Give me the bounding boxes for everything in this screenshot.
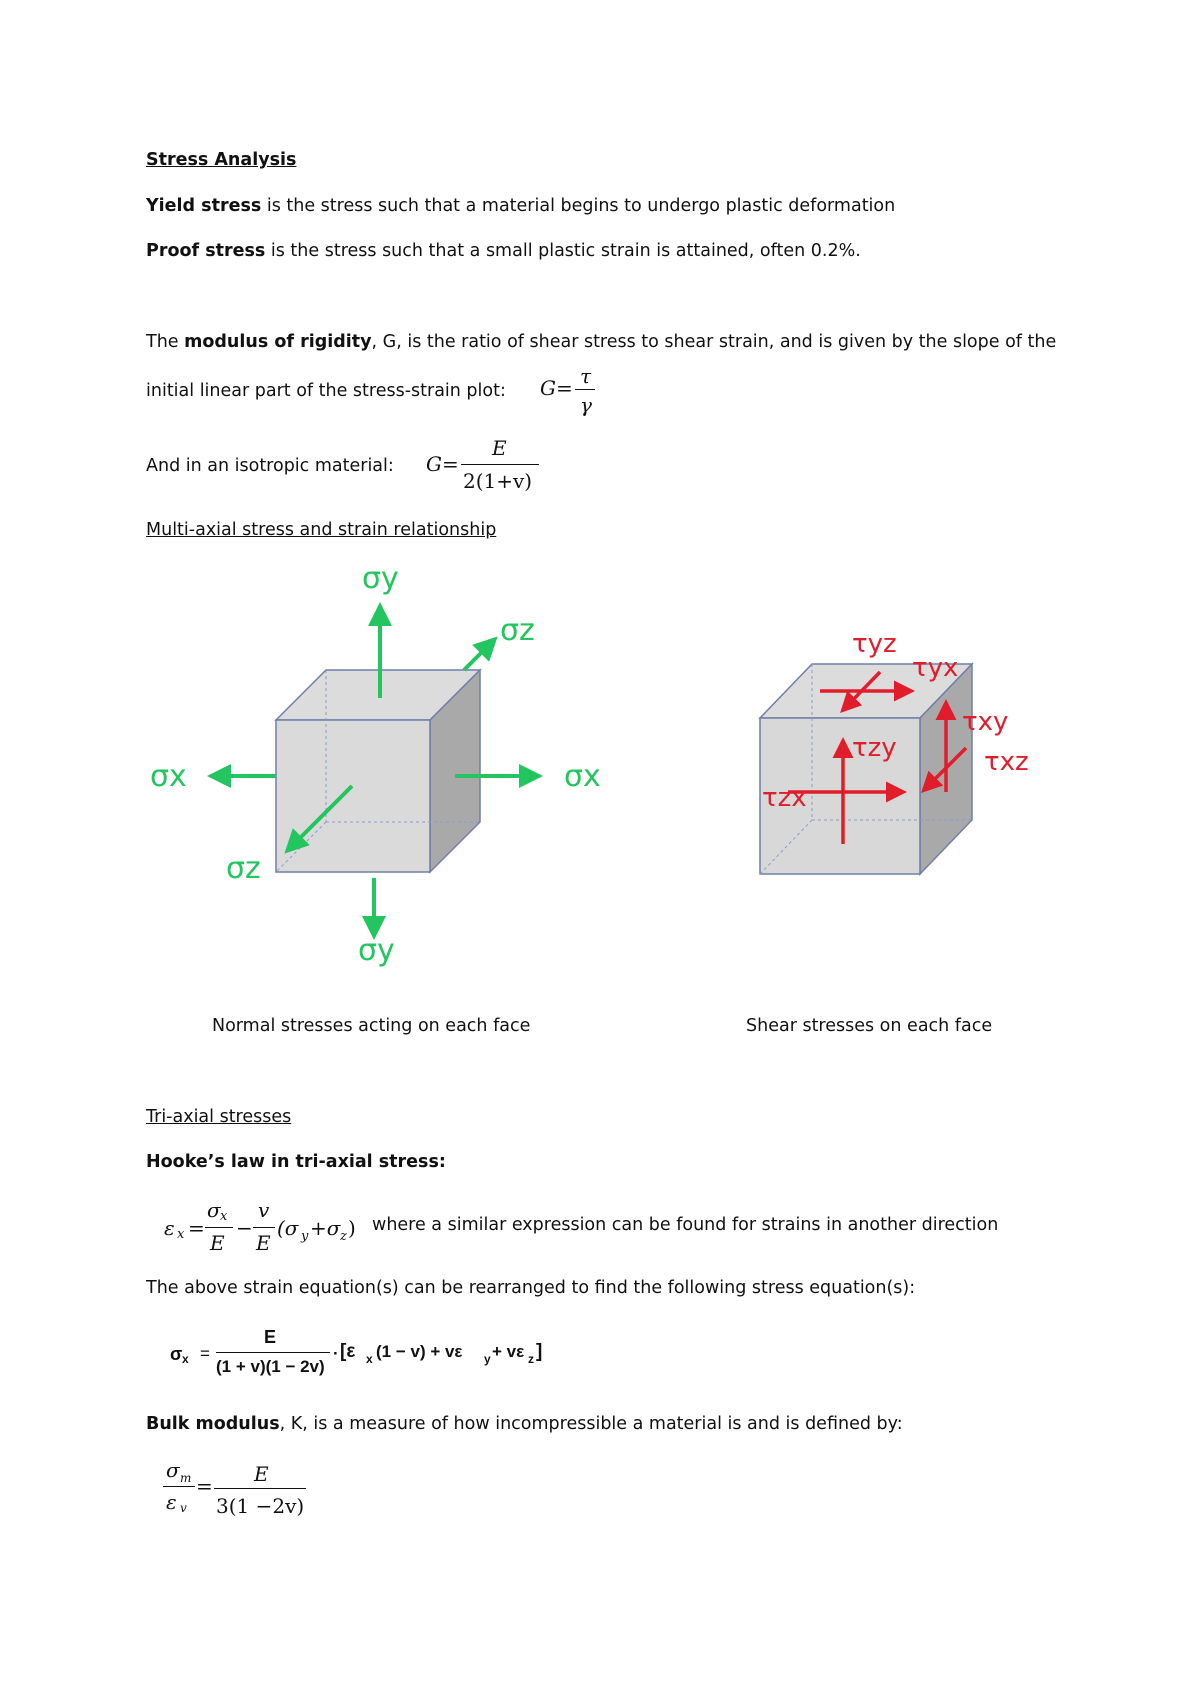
hooke-heading: Hooke’s law in tri-axial stress: (146, 1152, 446, 1172)
hooke-f1-den: E (210, 1231, 225, 1255)
stress-mid: (1 − v) + vε (376, 1342, 463, 1361)
isotropic-text: And in an isotropic material: (146, 456, 394, 476)
rigidity-text: , G, is the ratio of shear stress to shear strain, and is given by the slope of the (371, 332, 1057, 352)
yield-stress-definition (146, 196, 895, 217)
rigidity-term: modulus of rigidity (184, 332, 372, 352)
eq-g-denominator: γ (580, 393, 592, 417)
hooke-f2-num: v (258, 1198, 270, 1222)
hooke-paren-close: ) (348, 1216, 356, 1240)
bulk-num-sub: m (180, 1471, 192, 1485)
eq-g-numerator: τ (580, 364, 592, 388)
stress-lhs: σ (170, 1344, 183, 1364)
hooke-lhs-sub: x (177, 1227, 185, 1242)
label-sigma-x-left: σx (150, 759, 187, 794)
bulk-modulus-definition (146, 1414, 903, 1435)
rigidity-line2: initial linear part of the stress-strain plot: (146, 381, 506, 401)
normal-stress-figure (130, 560, 620, 980)
hooke-plus: +σ (310, 1216, 341, 1240)
yield-stress-text: is the stress such that a material begins to undergo plastic deformation (261, 196, 896, 216)
label-tau-zy: τzy (852, 733, 897, 763)
stress-equals: = (200, 1344, 210, 1363)
hooke-sub-y: y (301, 1229, 309, 1244)
shear-stress-figure (740, 620, 1040, 890)
triaxial-heading: Tri-axial stresses (146, 1107, 292, 1127)
hooke-f2-den: E (256, 1231, 271, 1255)
label-sigma-y-bottom: σy (358, 933, 395, 968)
bulk-modulus-text: , K, is a measure of how incompressible a material is and is defined by: (279, 1414, 903, 1434)
label-tau-zx: τzx (762, 783, 807, 813)
stress-sub-y: y (484, 1352, 491, 1366)
rearranged-text: The above strain equation(s) can be rearranged to find the following stress equation(s): (146, 1278, 916, 1298)
normal-stress-caption: Normal stresses acting on each face (212, 1016, 531, 1036)
hooke-f1-num-sub: x (220, 1209, 228, 1224)
fraction-bar (205, 1227, 233, 1228)
rigidity-definition (146, 332, 1056, 353)
proof-stress-definition (146, 241, 861, 262)
stress-sub-x: x (366, 1352, 373, 1366)
stress-den: (1 + v)(1 − 2v) (216, 1357, 325, 1376)
label-tau-xy: τxy (962, 707, 1009, 737)
shear-stress-caption: Shear stresses on each face (746, 1016, 993, 1036)
fraction-bar (253, 1227, 275, 1228)
fraction-bar (214, 1488, 306, 1489)
page-title: Stress Analysis (146, 150, 297, 170)
label-sigma-z-top: σz (500, 613, 535, 648)
hooke-note: where a similar expression can be found for strains in another direction (372, 1215, 999, 1235)
stress-num: E (264, 1327, 277, 1347)
label-tau-xz: τxz (984, 747, 1029, 777)
stress-plus: + vε (492, 1342, 525, 1361)
label-sigma-z-bottom: σz (226, 851, 261, 886)
hooke-paren-open: (σ (277, 1216, 299, 1240)
rigidity-pre: The (146, 332, 185, 352)
fraction-bar (575, 389, 595, 390)
bulk-rhs-num: E (254, 1462, 269, 1486)
bulk-rhs-den: 3(1 −2v) (216, 1494, 305, 1518)
fraction-bar (216, 1352, 330, 1353)
eq-iso-lhs: G= (426, 452, 459, 476)
proof-stress-term: Proof stress (146, 241, 266, 261)
eq-iso-denominator: 2(1+v) (463, 469, 533, 493)
bulk-modulus-term: Bulk modulus (146, 1414, 280, 1434)
stress-bracket-open: [ε (340, 1341, 356, 1362)
eq-g-lhs: G= (540, 376, 573, 400)
bulk-den-sub: v (180, 1501, 187, 1515)
stress-lhs-sub: x (182, 1352, 189, 1366)
hooke-sub-z: z (340, 1229, 347, 1244)
label-sigma-x-right: σx (564, 759, 601, 794)
eq-iso-numerator: E (492, 436, 507, 460)
fraction-bar (461, 464, 539, 465)
fraction-bar (163, 1486, 195, 1487)
proof-stress-text: is the stress such that a small plastic strain is attained, often 0.2%. (265, 241, 861, 261)
yield-stress-term: Yield stress (146, 196, 262, 216)
stress-dot: · (333, 1344, 339, 1363)
hooke-minus: − (236, 1216, 253, 1240)
stress-bracket-close: ] (536, 1341, 543, 1362)
label-sigma-y-top: σy (362, 561, 399, 596)
sigma-z-up-arrow (464, 642, 492, 670)
bulk-den: ε (166, 1490, 177, 1514)
hooke-lhs: ε (164, 1216, 175, 1240)
hooke-f1-num: σ (207, 1198, 221, 1222)
bulk-num: σ (166, 1458, 180, 1482)
label-tau-yz: τyz (852, 629, 897, 659)
stress-sub-z: z (528, 1352, 534, 1366)
label-tau-yx: τyx (912, 653, 959, 683)
hooke-equals: = (188, 1216, 205, 1240)
bulk-equals: = (196, 1474, 213, 1498)
multi-axial-heading: Multi-axial stress and strain relationship (146, 520, 497, 540)
